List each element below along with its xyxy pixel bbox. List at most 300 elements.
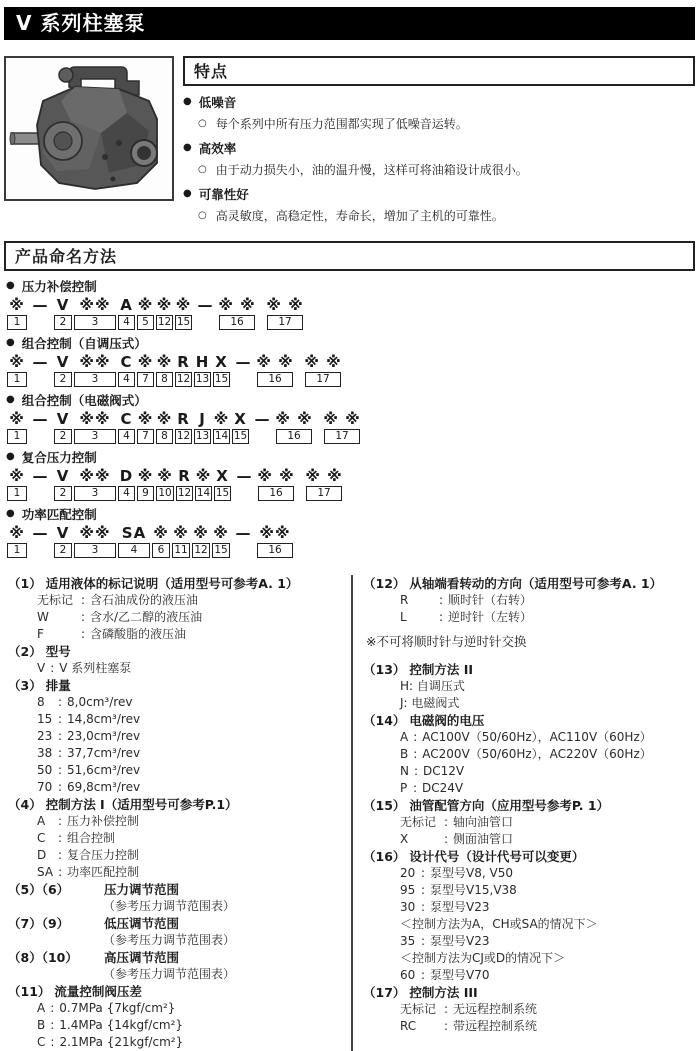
code-segment (194, 296, 217, 315)
legend-item-title: 高压调节范围 (104, 950, 180, 965)
legend-sub-value: 组合控制 (67, 831, 116, 845)
legend-item-heading (363, 984, 695, 1001)
code-segment (7, 296, 27, 330)
code-segment (29, 410, 52, 429)
code-segment (137, 296, 154, 330)
naming-block (4, 391, 695, 444)
code-symbol: ※ (156, 353, 173, 371)
legend-sub-key: N (400, 764, 409, 778)
code-symbol: ※ ※ (275, 410, 313, 428)
field-number-box: 15 (214, 373, 229, 385)
field-number-box: 17 (324, 429, 360, 444)
legend-sub-note: H: 自调压式 (400, 679, 465, 693)
code-segment (54, 296, 72, 330)
code-segment (306, 467, 342, 501)
code-segment (118, 524, 150, 558)
code-symbol: — (32, 353, 49, 371)
code-segment (212, 524, 230, 558)
code-symbol: C (120, 353, 133, 371)
legend-sub-key: 38 (37, 746, 53, 760)
feature-title (183, 139, 695, 157)
field-number-box: 14 (214, 430, 229, 442)
legend-sub-line (400, 865, 695, 882)
legend-item (363, 712, 695, 797)
legend-sub-colon: : (81, 610, 86, 624)
code-segment (172, 524, 190, 558)
code-symbol: ※ ※ (256, 353, 294, 371)
legend-sub-line (400, 678, 695, 695)
legend-sub-colon: : (413, 747, 418, 761)
code-symbol: R (177, 410, 190, 428)
code-symbol: ※ (9, 410, 25, 428)
code-symbol: — (32, 524, 49, 542)
legend-item-heading (8, 881, 351, 898)
legend-sub-line (37, 660, 351, 677)
code-symbol: D (119, 467, 134, 485)
code-symbol: ※ (9, 467, 25, 485)
legend-sub-line (400, 746, 695, 763)
legend-sub-value: AC200V（50/60Hz），AC220V（60Hz） (422, 747, 652, 761)
legend-sub-key: RC (400, 1019, 417, 1033)
field-number-box: 4 (118, 543, 150, 558)
page-title (4, 7, 695, 40)
code-segment (74, 296, 116, 330)
code-symbol: ※※ (259, 524, 291, 542)
field-number-box: 15 (176, 316, 191, 328)
legend-sub-key: F (37, 627, 44, 641)
code-segment (276, 410, 312, 444)
legend-item (363, 797, 695, 848)
code-symbol: J (199, 410, 206, 428)
pump-front-hub-inner (54, 132, 72, 150)
legend-sub-value: 1.4MPa {14kgf/cm²} (59, 1018, 184, 1032)
code-symbol: ※ (213, 524, 229, 542)
field-number-box: 2 (54, 372, 72, 387)
legend-sub-note: ＜控制方法为A，CH或SA的情况下＞ (400, 917, 598, 931)
legend-item-number: （4） (8, 797, 42, 812)
legend-item (8, 796, 351, 881)
naming-block-label: 复合压力控制 (21, 450, 97, 465)
legend-sub-key: 35 (400, 934, 416, 948)
legend-sub-colon: : (421, 934, 426, 948)
legend-sub-value: 51,6cm³/rev (67, 763, 141, 777)
legend-sub-line (37, 864, 351, 881)
legend-sub-value: 无远程控制系统 (453, 1002, 538, 1016)
legend-sub-value: 8,0cm³/rev (67, 695, 133, 709)
features-header (183, 56, 695, 86)
legend-sub-line (400, 916, 695, 933)
field-number-box: 13 (195, 373, 210, 385)
legend-item-number: （2） (8, 644, 42, 659)
legend-sub-colon: : (58, 746, 63, 760)
legend-sub-colon: : (50, 1001, 55, 1015)
code-symbol: A (120, 296, 133, 314)
legend-sub-value: 逆时针（左转） (448, 610, 533, 624)
legend-sub-line (400, 592, 695, 609)
legend-sub-value: 69,8cm³/rev (67, 780, 141, 794)
code-symbol: ※※ (79, 410, 111, 428)
legend-sub-value: AC100V（50/60Hz），AC110V（60Hz） (422, 730, 652, 744)
legend-sub-line (400, 695, 695, 712)
bullet-icon: ● (6, 337, 15, 348)
legend-item-heading (8, 643, 351, 660)
field-number-box: 1 (7, 543, 27, 558)
field-number-box: 5 (137, 315, 154, 330)
code-symbol (258, 296, 264, 315)
legend-sub-colon: : (413, 764, 419, 778)
legend-sub-value: 泵型号V23 (430, 934, 490, 948)
field-number-box: 10 (156, 486, 174, 501)
legend-sub-key: 无标记 (400, 1002, 437, 1016)
page-title-text: V 系列柱塞泵 (16, 11, 146, 35)
code-segment (152, 524, 170, 558)
field-number-box: 16 (258, 486, 294, 501)
field-number-box: 1 (7, 486, 27, 501)
legend-item-heading (363, 797, 695, 814)
legend-sub-line (37, 847, 351, 864)
legend-sub-line (37, 609, 351, 626)
code-segment (156, 410, 173, 444)
legend-sub-note: （参考压力调节范围表） (103, 967, 236, 981)
code-symbol: V (56, 410, 70, 428)
legend-sub-key: 70 (37, 780, 53, 794)
code-segment (194, 353, 211, 387)
legend-sub-value: 侧面油管口 (453, 832, 514, 846)
legend-sub-line (37, 694, 351, 711)
field-number-box: 4 (118, 486, 135, 501)
legend-sub-line (37, 1000, 351, 1017)
field-number-box: 2 (54, 486, 72, 501)
naming-header-text: 产品命名方法 (15, 247, 118, 266)
code-segment (232, 524, 255, 543)
code-segment (175, 296, 192, 330)
legend-sub-key: 23 (37, 729, 53, 743)
field-number-box: 17 (306, 486, 342, 501)
code-symbol: ※ (9, 353, 25, 371)
legend-sub-line (400, 933, 695, 950)
legend-sub-value: 含水/乙二醇的液压油 (90, 610, 203, 624)
code-segment (137, 467, 154, 501)
field-number-box: 8 (156, 372, 173, 387)
code-symbol: ※ (213, 410, 230, 428)
legend-sub-colon: : (58, 848, 63, 862)
legend-item-heading (8, 575, 351, 592)
code-symbol (297, 467, 303, 486)
legend-sub-key: B (37, 1018, 46, 1032)
legend-sub-colon: : (58, 780, 63, 794)
legend-sub-key: SA (37, 865, 54, 879)
field-number-box: 8 (156, 429, 173, 444)
legend-sub-key: A (400, 730, 409, 744)
legend-sub-value: 泵型号V70 (430, 968, 490, 982)
field-number-box: 15 (233, 430, 248, 442)
legend-sub-line (37, 711, 351, 728)
feature-title (183, 93, 695, 111)
field-number-box: 3 (74, 543, 116, 558)
legend-sub-key: 20 (400, 866, 416, 880)
code-symbol: ※ (9, 524, 25, 542)
legend-item-heading (8, 983, 351, 1000)
legend-item-heading (363, 661, 695, 678)
pump-side-port-bore (137, 146, 151, 160)
code-segment (29, 467, 52, 486)
legend-sub-value: 0.7MPa {7kgf/cm²} (59, 1001, 176, 1015)
legend-sub-colon: : (58, 729, 63, 743)
code-symbol: ※ (157, 467, 173, 485)
legend-item-title: 适用液体的标记说明（适用型号可参考A. 1） (45, 576, 299, 591)
naming-blocks (4, 277, 695, 558)
naming-block (4, 505, 695, 558)
code-segment (175, 353, 192, 387)
legend-item-heading (8, 915, 351, 932)
legend-sub-key: A (37, 1001, 46, 1015)
code-segment (74, 353, 116, 387)
legend-sub-value: 23,0cm³/rev (67, 729, 141, 743)
legend-sub-value: 37,7cm³/rev (67, 746, 141, 760)
pump-image (9, 61, 169, 196)
bullet-icon: ● (183, 142, 192, 153)
legend-columns (4, 575, 695, 1051)
field-number-box: 3 (74, 372, 116, 387)
pump-bolt-2 (116, 140, 122, 146)
legend-sub-colon: : (58, 712, 63, 726)
feature-desc-text: 高灵敏度，高稳定性，寿命长，增加了主机的可靠性。 (215, 209, 504, 223)
features-header-text: 特点 (194, 62, 229, 81)
legend-sub-line (103, 966, 351, 983)
feature-desc (198, 115, 695, 132)
code-segment (257, 353, 293, 387)
code-symbol: R (178, 467, 191, 485)
code-segment (314, 410, 322, 429)
legend-sub-colon: : (439, 593, 444, 607)
code-segment (54, 467, 72, 501)
legend-item-title: 从轴端看转动的方向（适用型号可参考A. 1） (409, 576, 663, 591)
code-symbol: — (32, 410, 49, 428)
legend-item (8, 881, 351, 915)
pump-bolt-1 (102, 154, 108, 160)
code-segment (192, 524, 210, 558)
field-number-box: 15 (212, 543, 230, 558)
code-symbol: V (56, 467, 70, 485)
code-symbol: ※※ (79, 467, 111, 485)
legend-sub-value: 复合压力控制 (67, 848, 140, 862)
code-symbol: ※ ※ (257, 467, 295, 485)
field-number-box: 17 (267, 315, 303, 330)
naming-header (4, 241, 695, 271)
legend-sub-value: 含石油成份的液压油 (90, 593, 199, 607)
code-segment (267, 296, 303, 330)
legend-sub-colon: : (439, 610, 444, 624)
code-symbol: — (235, 353, 252, 371)
field-number-box: 2 (54, 315, 72, 330)
feature-desc-text: 由于动力损失小，油的温升慢，这样可将油箱设计成很小。 (215, 163, 528, 177)
code-symbol: — (235, 524, 252, 542)
field-number-box: 4 (118, 315, 135, 330)
legend-sub-colon: : (421, 968, 426, 982)
code-segment (258, 467, 294, 501)
legend-sub-value: 含磷酸脂的液压油 (90, 627, 187, 641)
code-segment (295, 353, 303, 372)
legend-sub-line (37, 830, 351, 847)
legend-item (8, 949, 351, 983)
feature-desc (198, 161, 695, 178)
legend-item-number: （12） (363, 576, 406, 591)
legend-sub-key: 50 (37, 763, 53, 777)
model-code-row (7, 296, 695, 330)
code-segment (54, 410, 72, 444)
code-symbol: V (56, 296, 70, 314)
code-segment (194, 410, 211, 444)
legend-item-number: （5）（6） (8, 882, 70, 897)
code-symbol: ※※ (79, 296, 111, 314)
code-segment (156, 353, 173, 387)
field-number-box: 7 (137, 429, 154, 444)
legend-sub-key: P (400, 781, 408, 795)
legend-sub-colon: : (421, 900, 426, 914)
legend-sub-colon: : (58, 865, 63, 879)
naming-block-label: 组合控制（电磁阀式） (21, 393, 147, 408)
code-segment (74, 467, 116, 501)
code-symbol: ※ (137, 467, 154, 485)
code-segment (219, 296, 255, 330)
legend-item-number: （1） (8, 576, 42, 591)
legend-item-number: （16） (363, 849, 406, 864)
naming-block (4, 334, 695, 387)
code-symbol: ※ (193, 524, 209, 542)
pump-bolt-3 (111, 177, 116, 182)
legend-sub-line (400, 780, 695, 797)
legend-sub-line (103, 932, 351, 949)
field-number-box: 12 (177, 487, 192, 499)
field-number-box: 12 (192, 543, 210, 558)
legend-item (8, 983, 351, 1051)
field-number-box: 2 (54, 543, 72, 558)
legend-sub-line (400, 831, 695, 848)
legend-item-number: （7）（9） (8, 916, 70, 931)
code-segment (7, 467, 27, 501)
field-number-box: 3 (74, 429, 116, 444)
field-number-box: 4 (118, 372, 135, 387)
legend-sub-line (400, 1018, 695, 1035)
legend-sub-key: 30 (400, 900, 416, 914)
legend-item-heading (363, 848, 695, 865)
legend-item-title: 控制方法 III (409, 985, 478, 1000)
legend-sub-line (37, 745, 351, 762)
legend-sub-line (400, 814, 695, 831)
legend-sub-value: 泵型号V15,V38 (430, 883, 517, 897)
legend-sub-value: 泵型号V8, V50 (430, 866, 513, 880)
code-symbol: X (234, 410, 247, 428)
legend-sub-colon: : (50, 1018, 55, 1032)
legend-sub-colon: : (58, 763, 63, 777)
code-symbol: X (216, 467, 229, 485)
legend-item (363, 984, 695, 1035)
code-symbol: ※ (153, 524, 169, 542)
bullet-icon: ● (6, 508, 15, 519)
legend-item-number: （11） (8, 984, 51, 999)
legend-sub-key: 8 (37, 695, 45, 709)
pump-shaft-end (10, 133, 15, 145)
field-number-box: 12 (157, 316, 172, 328)
naming-block-label: 功率匹配控制 (21, 507, 97, 522)
code-segment (232, 410, 249, 444)
field-number-box: 16 (257, 372, 293, 387)
field-number-box: 1 (7, 429, 27, 444)
code-segment (175, 410, 192, 444)
field-number-box: 9 (137, 486, 154, 501)
code-symbol: — (32, 296, 49, 314)
code-symbol: ※ (195, 467, 212, 485)
legend-sub-value: 14,8cm³/rev (67, 712, 141, 726)
legend-column-left (4, 575, 351, 1051)
legend-sub-colon: : (413, 781, 418, 795)
legend-sub-colon: : (444, 1002, 449, 1016)
legend-item-heading (8, 949, 351, 966)
legend-sub-key: V (37, 661, 46, 675)
code-symbol: ※ ※ (218, 296, 256, 314)
code-symbol: ※ (9, 296, 25, 314)
code-symbol: ※ ※ (304, 353, 342, 371)
code-symbol: C (120, 410, 133, 428)
code-segment (257, 296, 265, 315)
field-number-box: 7 (137, 372, 154, 387)
legend-item (363, 575, 695, 626)
legend-sub-colon: : (50, 1035, 55, 1049)
code-symbol (296, 353, 302, 372)
circle-icon: ○ (198, 209, 207, 221)
naming-block-label: 压力补偿控制 (21, 279, 97, 294)
legend-sub-colon: : (444, 1019, 449, 1033)
bullet-icon: ● (6, 394, 15, 405)
field-number-box: 1 (7, 315, 27, 330)
code-segment (54, 353, 72, 387)
legend-sub-value: 带远程控制系统 (453, 1019, 538, 1033)
code-symbol: ※ (173, 524, 189, 542)
naming-block (4, 448, 695, 501)
field-number-box: 3 (74, 315, 116, 330)
legend-item-title: 低压调节范围 (104, 916, 180, 931)
legend-sub-line (37, 762, 351, 779)
features-list (183, 93, 695, 224)
legend-sub-colon: : (413, 730, 418, 744)
legend-sub-line (37, 728, 351, 745)
code-segment (54, 524, 72, 558)
code-segment (74, 524, 116, 558)
legend-sub-line (37, 779, 351, 796)
legend-sub-value: DC12V (423, 764, 465, 778)
legend-sub-key: 无标记 (400, 815, 437, 829)
legend-sub-key: X (400, 832, 409, 846)
naming-block-heading (6, 505, 695, 523)
legend-sub-key: B (400, 747, 409, 761)
feature-title-text: 高效率 (198, 141, 237, 156)
code-segment (176, 467, 193, 501)
model-code-row (7, 353, 695, 387)
code-symbol: — (254, 410, 271, 428)
code-segment (118, 410, 135, 444)
field-number-box: 16 (257, 543, 293, 558)
legend-sub-value: 2.1MPa {21kgf/cm²} (59, 1035, 184, 1049)
code-segment (213, 410, 230, 444)
legend-item-number: （14） (363, 713, 406, 728)
code-segment (29, 524, 52, 543)
code-segment (118, 353, 135, 387)
code-symbol: ※ (137, 410, 154, 428)
code-symbol: H (195, 353, 210, 371)
code-symbol: ※ (175, 296, 192, 314)
code-segment (118, 467, 135, 501)
legend-item-title: 设计代号（设计代号可以变更） (409, 849, 585, 864)
